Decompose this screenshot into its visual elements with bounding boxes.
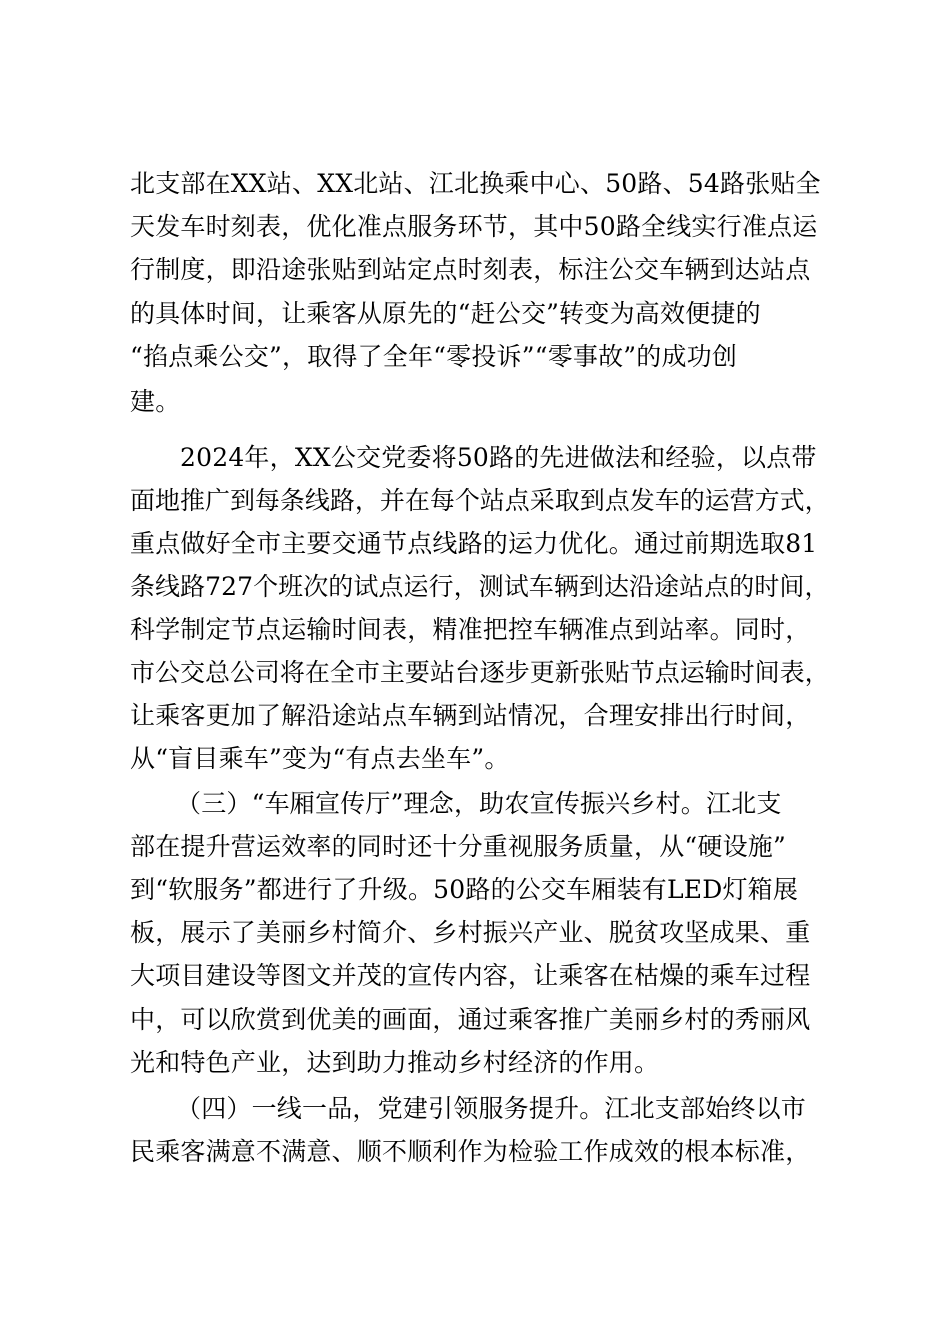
text-line: 天发车时刻表，优化准点服务环节，其中50路全线实行准点运 xyxy=(130,212,818,241)
text-line: 板，展示了美丽乡村简介、乡村振兴产业、脱贫攻坚成果、重 xyxy=(130,918,811,947)
text-line: 北支部在XX站、XX北站、江北换乘中心、50路、54路张贴全 xyxy=(130,169,821,198)
text-line: 面地推广到每条线路，并在每个站点采取到点发车的运营方式， xyxy=(130,486,830,515)
text-line: 从“盲目乘车”变为“有点去坐车”。 xyxy=(130,744,510,773)
text-line: 光和特色产业，达到助力推动乡村经济的作用。 xyxy=(130,1048,660,1077)
text-line: 中，可以欣赏到优美的画面，通过乘客推广美丽乡村的秀丽风 xyxy=(130,1005,811,1034)
text-line: 大项目建设等图文并茂的宣传内容，让乘客在枯燥的乘车过程 xyxy=(130,961,811,990)
text-line: “掐点乘公交”，取得了全年“零投诉”“零事故”的成功创 xyxy=(130,342,738,371)
section-heading-line: （三）“车厢宣传厅”理念，助农宣传振兴乡村。江北支 xyxy=(176,789,782,818)
text-line: 让乘客更加了解沿途站点车辆到站情况，合理安排出行时间， xyxy=(130,701,811,730)
text-line: 建。 xyxy=(130,387,181,416)
text-line: 部在提升营运效率的同时还十分重视服务质量，从“硬设施” xyxy=(130,832,786,861)
text-line: 的具体时间，让乘客从原先的“赶公交”转变为高效便捷的 xyxy=(130,299,761,328)
text-line: 行制度，即沿途张贴到站定点时刻表，标注公交车辆到达站点 xyxy=(130,255,811,284)
text-line: 到“软服务”都进行了升级。50路的公交车厢装有LED灯箱展 xyxy=(130,875,799,904)
text-line: 条线路727个班次的试点运行，测试车辆到达沿途站点的时间， xyxy=(130,572,830,601)
text-line: 市公交总公司将在全市主要站台逐步更新张贴节点运输时间表， xyxy=(130,658,830,687)
section-heading-line: （四）一线一品，党建引领服务提升。江北支部始终以市 xyxy=(176,1094,807,1123)
text-line: 2024年，XX公交党委将50路的先进做法和经验，以点带 xyxy=(180,443,817,472)
text-line: 民乘客满意不满意、顺不顺利作为检验工作成效的根本标准， xyxy=(130,1137,811,1166)
text-line: 科学制定节点运输时间表，精准把控车辆准点到站率。同时， xyxy=(130,615,811,644)
text-line: 重点做好全市主要交通节点线路的运力优化。通过前期选取81 xyxy=(130,529,818,558)
